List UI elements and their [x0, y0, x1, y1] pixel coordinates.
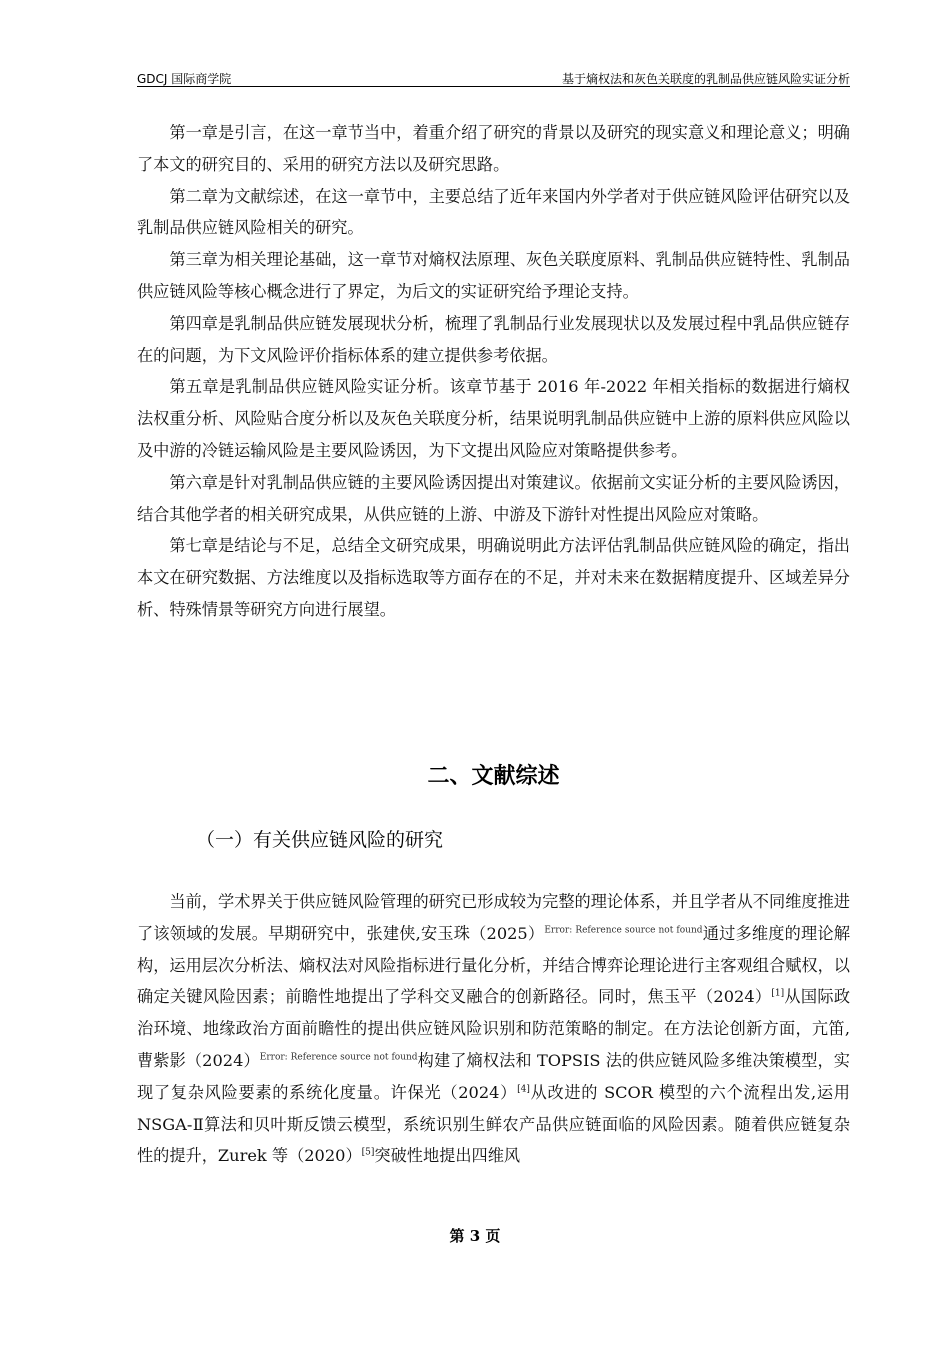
chapter-3-paragraph: 第三章为相关理论基础，这一章节对熵权法原理、灰色关联度原料、乳制品供应链特性、乳制品供应链风险等核心概念进行了界定，为后文的实证研究给予理论支持。: [137, 250, 850, 301]
page-number: 第 3 页: [449, 1227, 501, 1245]
citation-4[interactable]: [4]: [517, 1084, 530, 1095]
lit-text-6: 突破性地提出四维风: [374, 1146, 521, 1166]
chapter-1-paragraph: 第一章是引言，在这一章节当中，着重介绍了研究的背景以及研究的现实意义和理论意义；明确了本文的研究目的、采用的研究方法以及研究思路。: [137, 123, 850, 174]
literature-paragraph: [137, 886, 850, 1172]
section-heading: 二、文献综述: [427, 764, 560, 789]
literature-review: [137, 886, 850, 1172]
lit-text-2: 通过多维度的理论解构，运用层次分析法、熵权法对风险指标进行量化分析，并结合博弈论理论进行主客观组合赋权，以确定关键风险因素；前瞻性地提出了学科交叉融合的创新路径。同时，焦玉平（2024）: [137, 923, 851, 1007]
reference-error-note: Error: Reference source not found: [544, 925, 703, 936]
lit-text-4: 构建了熵权法和 TOPSIS 法的供应链风险多维决策模型，实现了复杂风险要素的系统化度量。许保光（2024）: [137, 1050, 850, 1102]
chapter-2-paragraph: 第二章为文献综述，在这一章节中，主要总结了近年来国内外学者对于供应链风险评估研究以及乳制品供应链风险相关的研究。: [137, 186, 850, 238]
subsection-heading: （一）有关供应链风险的研究: [196, 829, 444, 851]
header-thesis-title: 基于熵权法和灰色关联度的乳制品供应链风险实证分析: [561, 72, 850, 86]
citation-5[interactable]: [5]: [361, 1147, 375, 1158]
header-institution: GDCJ 国际商学院: [137, 72, 232, 86]
reference-error-note: Error: Reference source not found: [259, 1052, 418, 1063]
chapter-5-paragraph: 第五章是乳制品供应链风险实证分析。该章节基于 2016 年-2022 年相关指标的数据进行熵权法权重分析、风险贴合度分析以及灰色关联度分析，结果说明乳制品供应链中上游的原料供应风险以及中游的冷链运输风险是主要风险诱因，为下文提出风险应对策略提供参考。: [137, 377, 850, 460]
running-header: [137, 68, 850, 88]
chapter-7-paragraph: 第七章是结论与不足，总结全文研究成果，明确说明此方法评估乳制品供应链风险的确定，指出本文在研究数据、方法维度以及指标选取等方面存在的不足，并对未来在数据精度提升、区域差异分析、特殊情景等研究方向进行展望。: [137, 536, 850, 619]
header-rule: [137, 86, 850, 87]
lit-text-5: 从改进的 SCOR 模型的六个流程出发,运用 NSGA-Ⅱ算法和贝叶斯反馈云模型，系统识别生鲜农产品供应链面临的风险因素。随着供应链复杂性的提升，Zurek 等（2020）: [137, 1082, 850, 1166]
chapter-6-paragraph: 第六章是针对乳制品供应链的主要风险诱因提出对策建议。依据前文实证分析的主要风险诱因，结合其他学者的相关研究成果，从供应链的上游、中游及下游针对性提出风险应对策略。: [137, 472, 850, 524]
lit-text-1: 当前，学术界关于供应链风险管理的研究已形成较为完整的理论体系，并且学者从不同维度推进了该领域的发展。早期研究中，张建侠,安玉珠（2025）: [137, 892, 850, 943]
chapter-4-paragraph: 第四章是乳制品供应链发展现状分析，梳理了乳制品行业发展现状以及发展过程中乳品供应链存在的问题，为下文风险评价指标体系的建立提供参考依据。: [137, 313, 850, 365]
lit-text-3: 从国际政治环境、地缘政治方面前瞻性的提出供应链风险识别和防范策略的制定。在方法论创新方面，亢笛,曹紫影（2024）: [137, 987, 851, 1070]
chapter-overview: [137, 117, 850, 626]
citation-1[interactable]: [1]: [771, 989, 785, 999]
